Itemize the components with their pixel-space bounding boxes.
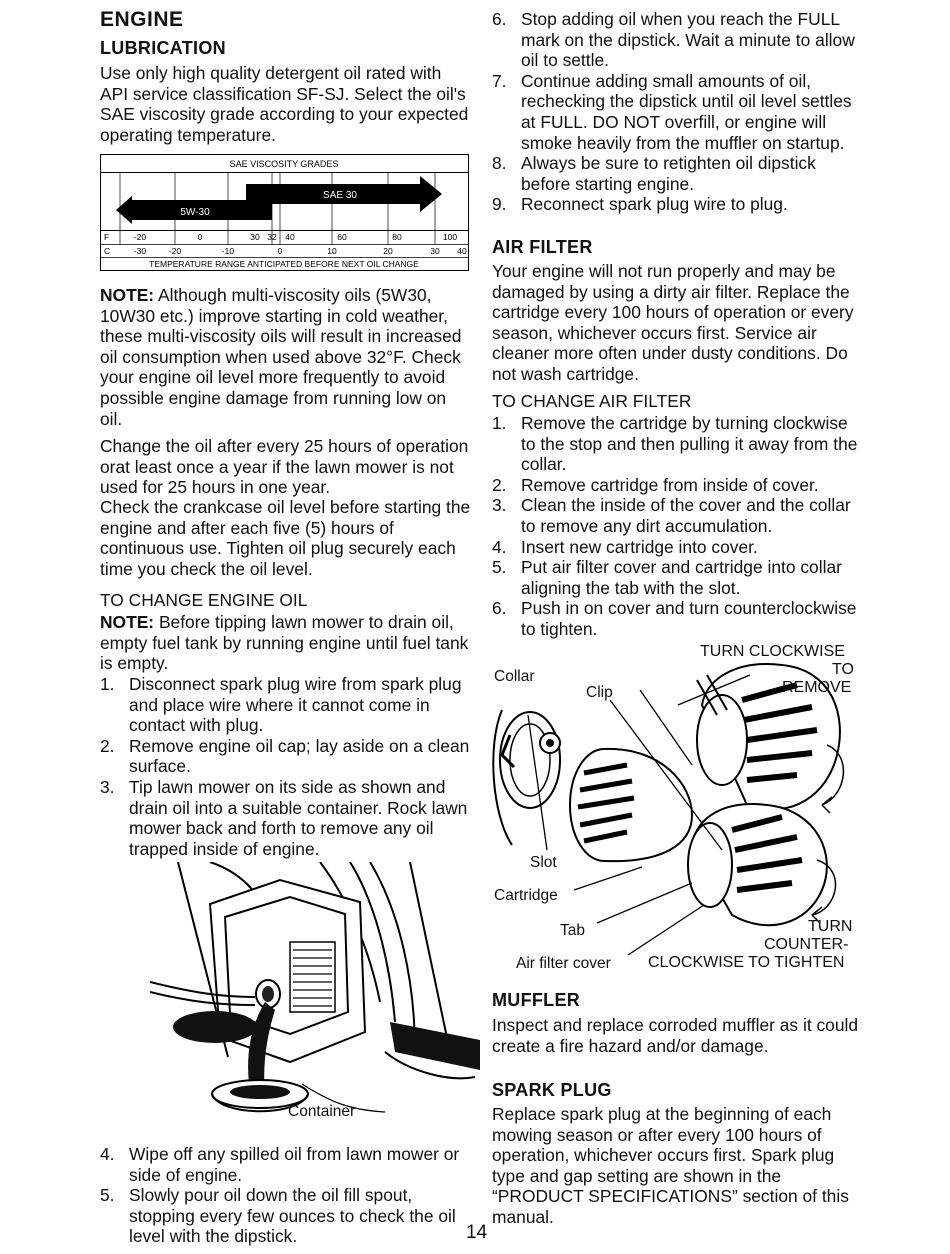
f-tick-label: 100 <box>442 232 458 242</box>
container-label: Container <box>288 1103 356 1120</box>
change-oil-steps-1-3 <box>100 674 472 859</box>
f-tick-label: 80 <box>392 232 402 242</box>
change-oil-steps-4-5 <box>100 1144 472 1247</box>
change-oil-step-2 <box>100 1185 472 1247</box>
change-oil-step-2 <box>492 71 864 153</box>
counter-label: COUNTER- <box>764 936 849 953</box>
oil-note <box>100 285 472 429</box>
air-filter-step-6 <box>492 598 862 639</box>
change-oil-step-1 <box>492 9 864 71</box>
step-text: Disconnect spark plug wire from spark plug and place wire where it cannot come in contact with plug. <box>129 674 462 736</box>
change-oil-step-3 <box>492 153 864 194</box>
turn-clockwise-label: TURN CLOCKWISE <box>700 643 845 660</box>
lubrication-intro: Use only high quality detergent oil rated with API service classification SF-SJ. Select the oil's SAE viscosity grade according to your expected operating temperature. <box>100 63 469 145</box>
turn-label: TURN <box>808 918 853 935</box>
lubrication-heading: LUBRICATION <box>100 38 226 58</box>
air-filter-step-4 <box>492 537 862 558</box>
note-text: Although multi-viscosity oils (5W30, 10W30 etc.) improve starting in cold weather, these multi-viscosity oils will result in increased oil consumption when used above 32°F. Check your engine oil level more frequently to avoid possible engine damage from running low on oil. <box>100 285 462 429</box>
step-number: 3. <box>100 776 115 797</box>
c-tick-label: -30 <box>133 246 147 256</box>
change-oil-step-3 <box>100 777 472 859</box>
air-filter-step-2 <box>492 475 862 496</box>
change-oil-note <box>100 612 472 674</box>
c-tick-label: 0 <box>277 246 283 256</box>
chart-title: SAE VISCOSITY GRADES <box>229 159 339 169</box>
muffler-text: Inspect and replace corroded muffler as it could create a fire hazard and/or damage. <box>492 1015 859 1056</box>
step-number: 6. <box>492 598 507 619</box>
c-tick-label: -20 <box>168 246 182 256</box>
air-filter-cover-label: Air filter cover <box>516 955 611 972</box>
f-axis-label: F <box>104 232 110 242</box>
f-tick-label: 60 <box>337 232 347 242</box>
step-number: 9. <box>492 194 507 215</box>
f-tick-label: 30 <box>250 232 260 242</box>
spark-plug-text: Replace spark plug at the beginning of each mowing season or after every 100 hours of operation, whichever occurs first. Spark plug type and gap setting are shown in the “PRODUCT SPECIFICATIONS” section of this manual. <box>492 1104 849 1227</box>
step-number: 5. <box>100 1185 115 1206</box>
c-tick-label: 20 <box>383 246 393 256</box>
step-text: Clean the inside of the cover and the collar to remove any dirt accumulation. <box>521 495 851 536</box>
change-oil-step-2 <box>100 736 472 777</box>
air-filter-heading: AIR FILTER <box>492 237 593 257</box>
step-text: Wipe off any spilled oil from lawn mower or side of engine. <box>129 1144 460 1185</box>
step-text: Stop adding oil when you reach the FULL mark on the dipstick. Wait a minute to allow oil to settle. <box>521 9 855 71</box>
step-text: Remove engine oil cap; lay aside on a clean surface. <box>129 735 470 777</box>
bar-label-5w30: 5W-30 <box>180 207 210 218</box>
remove-label: REMOVE <box>782 679 852 696</box>
step-number: 1. <box>100 674 115 694</box>
collar-label: Collar <box>494 668 535 685</box>
spark-plug-heading: SPARK PLUG <box>492 1080 612 1100</box>
engine-heading: ENGINE <box>100 8 184 31</box>
step-number: 6. <box>492 9 507 29</box>
f-tick-label: 40 <box>285 232 295 242</box>
change-air-filter-heading: TO CHANGE AIR FILTER <box>492 391 692 411</box>
change-oil-note-label: NOTE: <box>100 612 155 632</box>
tab-label: Tab <box>560 922 585 939</box>
clockwise-tighten-label: CLOCKWISE TO TIGHTEN <box>648 954 845 971</box>
step-text: Remove cartridge from inside of cover. <box>521 474 819 495</box>
f-tick-label: 0 <box>197 232 203 242</box>
to-label: TO <box>832 661 854 678</box>
step-number: 4. <box>100 1144 115 1164</box>
step-text: Remove the cartridge by turning clockwise to the stop and then pulling it away from the collar. <box>521 413 858 475</box>
f-tick-label: 32 <box>267 232 277 242</box>
air-filter-illustration <box>492 655 864 955</box>
change-oil-heading: TO CHANGE ENGINE OIL <box>100 590 308 610</box>
air-filter-step-5 <box>492 557 862 598</box>
step-text: Tip lawn mower on its side as shown and drain oil into a suitable container. Rock lawn mower back and forth to remove any oil trapped inside of engine. <box>129 776 468 859</box>
c-tick-label: 30 <box>430 246 440 256</box>
step-text: Slowly pour oil down the oil fill spout, stopping every few ounces to check the oil level with the dipstick. <box>129 1185 456 1247</box>
change-oil-steps-6-9 <box>492 9 864 215</box>
air-filter-step-3 <box>492 495 862 536</box>
c-tick-label: 10 <box>327 246 337 256</box>
muffler-heading: MUFFLER <box>492 990 581 1010</box>
bar-label-sae30: SAE 30 <box>323 190 357 201</box>
clip-label: Clip <box>586 684 613 701</box>
change-oil-note-text: Before tipping lawn mower to drain oil, empty fuel tank by running engine until fuel tank is empty. <box>100 612 469 674</box>
step-number: 1. <box>492 413 507 433</box>
change-oil-step-1 <box>100 674 472 736</box>
step-number: 4. <box>492 536 507 557</box>
f-tick-label: -20 <box>133 232 147 242</box>
air-filter-intro: Your engine will not run properly and may be damaged by using a dirty air filter. Replace the cartridge every 100 hours of operation or every season, whichever occurs first. Service air cleaner more often under dusty conditions. Do not wash cartridge. <box>492 261 854 384</box>
change-oil-step-1 <box>100 1144 472 1185</box>
step-text: Put air filter cover and cartridge into collar aligning the tab with the slot. <box>521 557 842 598</box>
step-text: Continue adding small amounts of oil, rechecking the dipstick until oil level settles at FULL. DO NOT overfill, or engine will smoke heavily from the muffler on startup. <box>521 70 852 153</box>
step-number: 7. <box>492 70 507 91</box>
check-level-text: Check the crankcase oil level before starting the engine and after each five (5) hours of continuous use. Tighten oil plug securely each time you check the oil level. <box>100 497 471 579</box>
step-text: Insert new cartridge into cover. <box>521 536 758 557</box>
slot-label: Slot <box>530 854 557 871</box>
step-number: 8. <box>492 153 507 174</box>
step-number: 3. <box>492 495 507 516</box>
viscosity-chart <box>100 154 470 272</box>
oil-drain-illustration <box>150 862 480 1128</box>
step-number: 5. <box>492 557 507 578</box>
air-filter-step-1 <box>492 413 862 475</box>
step-text: Reconnect spark plug wire to plug. <box>521 194 788 215</box>
step-number: 2. <box>492 474 507 495</box>
cartridge-label: Cartridge <box>494 887 558 904</box>
step-text: Push in on cover and turn counterclockwise to tighten. <box>521 598 857 639</box>
change-interval-text: Change the oil after every 25 hours of operation orat least once a year if the lawn mower is not used for 25 hours in one year. <box>100 436 469 498</box>
chart-xlabel: TEMPERATURE RANGE ANTICIPATED BEFORE NEXT OIL CHANGE <box>149 259 419 269</box>
air-filter-steps <box>492 413 862 640</box>
change-oil-step-4 <box>492 194 864 215</box>
c-tick-label: 40 <box>457 246 467 256</box>
c-axis-label: C <box>104 246 111 256</box>
step-number: 2. <box>100 735 115 756</box>
step-text: Always be sure to retighten oil dipstick before starting engine. <box>521 153 816 194</box>
note-label: NOTE: <box>100 285 155 305</box>
c-tick-label: -10 <box>221 246 235 256</box>
page-number: 14 <box>466 1222 488 1243</box>
